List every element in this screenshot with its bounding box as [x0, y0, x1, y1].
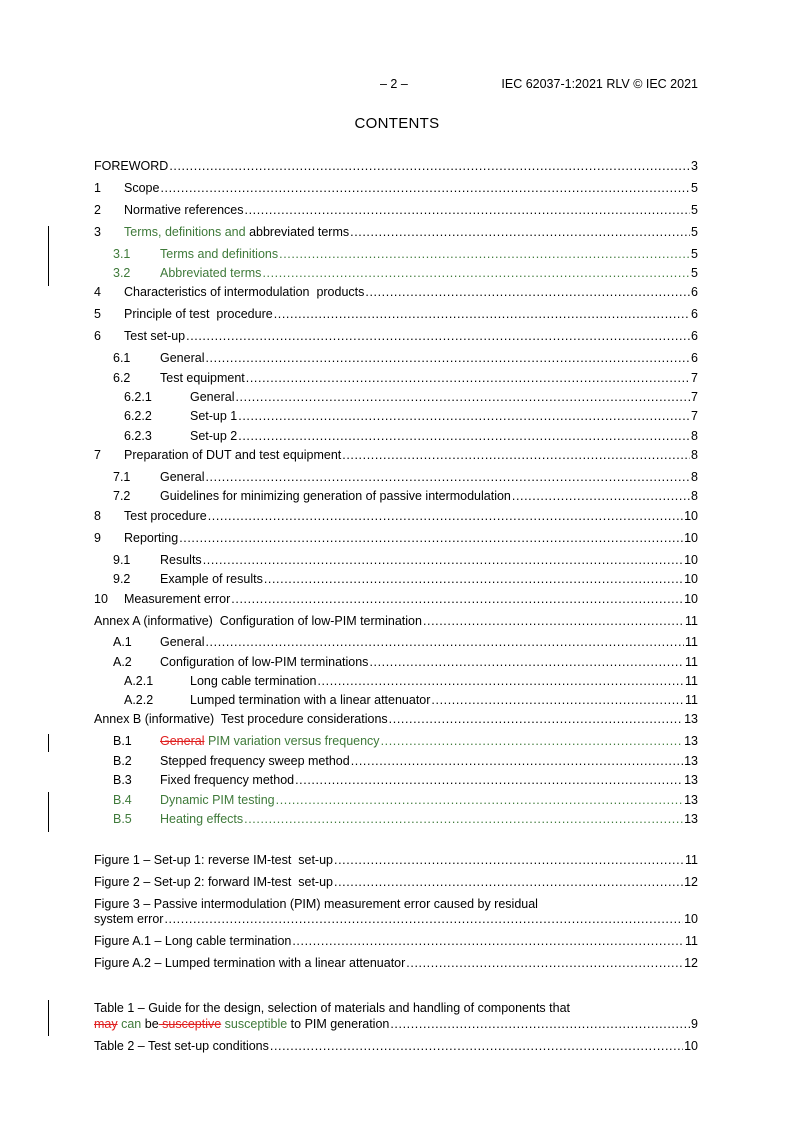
change-bar: [48, 734, 49, 752]
toc-entry[interactable]: 9.2 Example of results ..... 10: [113, 571, 698, 587]
toc-entry[interactable]: 4 Characteristics of intermodulation products ..... 6: [94, 284, 698, 300]
toc-entry[interactable]: B.1 General PIM variation versus frequency ..... 13: [113, 733, 698, 749]
toc-entry[interactable]: 6 Test set-up ..... 6: [94, 328, 698, 344]
toc-entry[interactable]: 3 Terms, definitions and abbreviated terms ..... 5: [94, 224, 698, 240]
change-bar: [48, 1000, 49, 1036]
change-bar: [48, 226, 49, 286]
toc-entry[interactable]: 7 Preparation of DUT and test equipment ..... 8: [94, 447, 698, 463]
toc-entry[interactable]: FOREWORD ..... 3: [94, 158, 698, 174]
figure-entry[interactable]: Figure A.1 – Long cable termination ..... 11: [94, 933, 698, 949]
toc-entry[interactable]: A.1 General ..... 11: [113, 634, 698, 650]
toc-entry[interactable]: 1 Scope ..... 5: [94, 180, 698, 196]
figure-entry[interactable]: Figure 1 – Set-up 1: reverse IM-test set-up ..... 11: [94, 852, 698, 868]
document-reference: IEC 62037-1:2021 RLV © IEC 2021: [501, 77, 698, 91]
page-header: [0, 77, 794, 93]
toc-entry[interactable]: 9 Reporting ..... 10: [94, 530, 698, 546]
figure-entry[interactable]: Figure 2 – Set-up 2: forward IM-test set-up ..... 12: [94, 874, 698, 890]
toc-entry[interactable]: 3.1 Terms and definitions ..... 5: [113, 246, 698, 262]
toc-entry[interactable]: 2 Normative references ..... 5: [94, 202, 698, 218]
figure-entry[interactable]: Figure A.2 – Lumped termination with a linear attenuator ..... 12: [94, 955, 698, 971]
table-entry[interactable]: Table 2 – Test set-up conditions ..... 10: [94, 1038, 698, 1054]
toc-entry[interactable]: 3.2 Abbreviated terms ..... 5: [113, 265, 698, 281]
toc-entry[interactable]: 6.1 General ..... 6: [113, 350, 698, 366]
toc-entry[interactable]: A.2.2 Lumped termination with a linear attenuator ..... 11: [124, 692, 698, 708]
toc-entry[interactable]: 6.2 Test equipment ..... 7: [113, 370, 698, 386]
toc-entry[interactable]: 6.2.1 General ..... 7: [124, 389, 698, 405]
toc-entry[interactable]: B.3 Fixed frequency method ..... 13: [113, 772, 698, 788]
toc-entry[interactable]: A.2.1 Long cable termination ..... 11: [124, 673, 698, 689]
toc-entry[interactable]: A.2 Configuration of low-PIM terminations ..... 11: [113, 654, 698, 670]
toc-entry[interactable]: B.5 Heating effects ..... 13: [113, 811, 698, 827]
toc-entry[interactable]: 7.2 Guidelines for minimizing generation of passive intermodulation ..... 8: [113, 488, 698, 504]
toc-entry[interactable]: 10 Measurement error ..... 10: [94, 591, 698, 607]
toc-entry[interactable]: 7.1 General ..... 8: [113, 469, 698, 485]
page-number: – 2 –: [380, 77, 408, 91]
toc-entry[interactable]: B.2 Stepped frequency sweep method ..... 13: [113, 753, 698, 769]
toc-entry[interactable]: 5 Principle of test procedure ..... 6: [94, 306, 698, 322]
page-title: CONTENTS: [354, 115, 440, 132]
toc-entry[interactable]: 6.2.3 Set-up 2 ..... 8: [124, 428, 698, 444]
toc-entry[interactable]: 8 Test procedure ..... 10: [94, 508, 698, 524]
change-bar: [48, 792, 49, 832]
figure-entry[interactable]: system error ..... 10: [94, 911, 698, 927]
toc-entry[interactable]: Annex A (informative) Configuration of low-PIM termination ..... 11: [94, 613, 698, 629]
toc-entry[interactable]: Annex B (informative) Test procedure considerations ..... 13: [94, 711, 698, 727]
toc-entry[interactable]: B.4 Dynamic PIM testing ..... 13: [113, 792, 698, 808]
table-entry[interactable]: may can be susceptive susceptible to PIM generation ..... 9: [94, 1016, 698, 1032]
toc-entry[interactable]: 9.1 Results ..... 10: [113, 552, 698, 568]
toc-entry[interactable]: 6.2.2 Set-up 1 ..... 7: [124, 408, 698, 424]
figure-entry-line[interactable]: Figure 3 – Passive intermodulation (PIM) measurement error caused by residual: [94, 897, 538, 911]
table-entry-line[interactable]: Table 1 – Guide for the design, selection of materials and handling of components that: [94, 1001, 570, 1015]
